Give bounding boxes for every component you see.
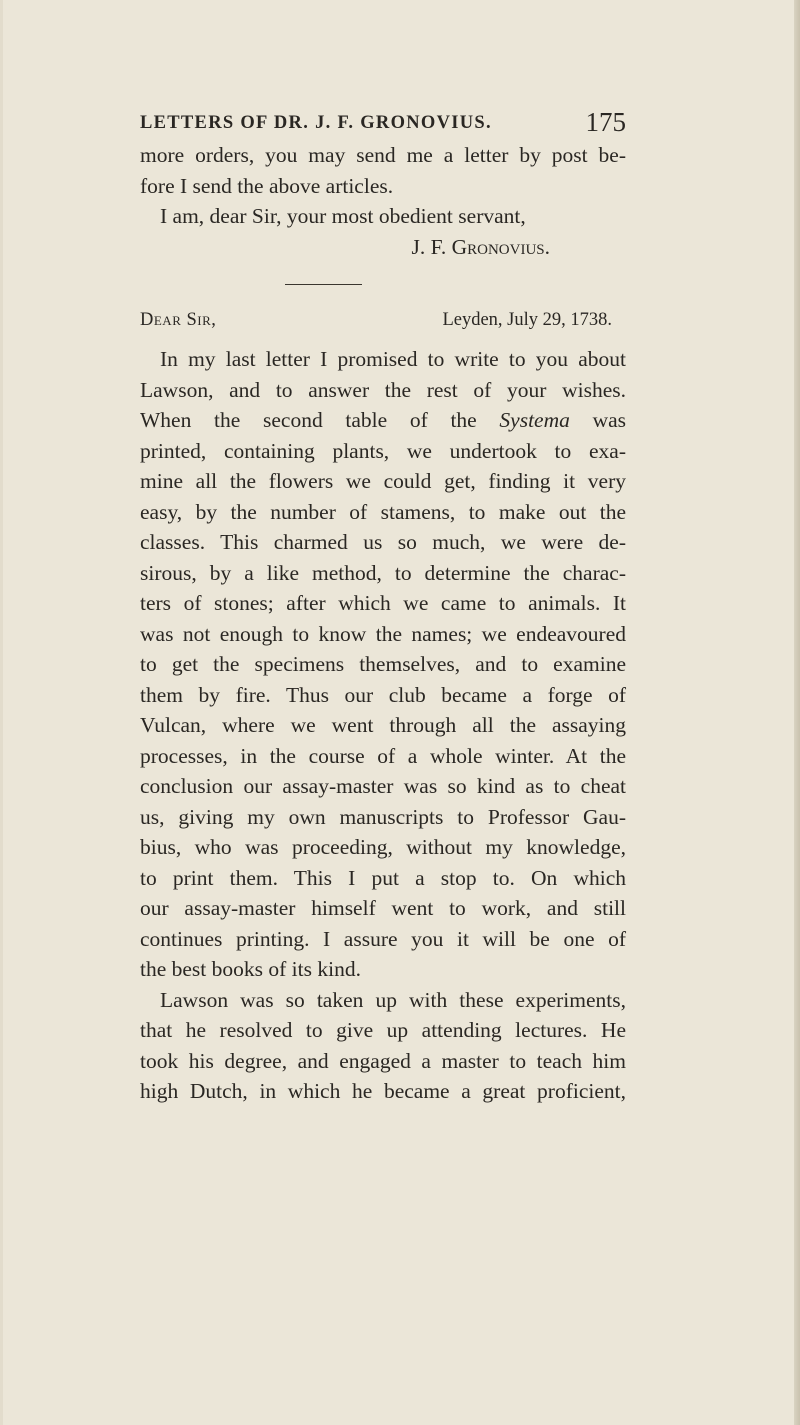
text-line: classes. This charmed us so much, we were de- [140,530,626,554]
text-line: Lawson was so taken up with these experiments, [160,987,626,1012]
text-line: that he resolved to give up attending lectures. He [140,1018,626,1042]
page-edge-left [0,0,3,1425]
page-edge-right [794,0,800,1425]
page-number: 175 [585,107,626,137]
section-divider [140,262,626,306]
letter-heading [140,306,626,344]
running-head [140,107,626,137]
running-title: LETTERS OF DR. J. F. GRONOVIUS. [140,113,492,133]
text-line: fore I send the above articles. [140,173,394,198]
text-line: the best books of its kind. [140,957,361,981]
paragraph-2 [140,985,626,1107]
divider-rule [285,284,362,285]
text-line: to print them. This I put a stop to. On which [140,865,626,890]
text-line: our assay-master himself went to work, and still [140,896,626,920]
signature [140,232,626,263]
text-line: printed, containing plants, we undertook to exa- [140,438,626,463]
text-line: was not enough to know the names; we endeavoured [140,621,626,646]
signature-text: J. F. Gronovius. [411,234,550,259]
text-line: conclusion our assay-master was so kind as to cheat [140,774,626,798]
text-line: Lawson, and to answer the rest of your wishes. [140,377,626,402]
text-line: them by fire. Thus our club became a forge of [140,682,626,707]
italic-title: Systema [499,408,570,432]
text-line [140,405,626,436]
text-line: bius, who was proceeding, without my knowledge, [140,835,626,859]
page-body [140,140,626,1107]
text-line: took his degree, and engaged a master to teach him [140,1048,626,1073]
text-line: In my last letter I promised to write to you about [160,347,626,371]
text-line: to get the specimens themselves, and to examine [140,652,626,676]
salutation: Dear Sir, [140,310,217,330]
closing-line: I am, dear Sir, your most obedient servant, [160,204,526,228]
text-line: mine all the flowers we could get, finding it very [140,469,626,493]
text-line: sirous, by a like method, to determine the charac- [140,560,626,585]
text-line: high Dutch, in which he became a great proficient, [140,1079,626,1103]
text-run: When the second table of the [140,408,500,432]
dateline: Leyden, July 29, 1738. [442,310,612,330]
text-line: us, giving my own manuscripts to Professor Gau- [140,804,626,829]
text-line: more orders, you may send me a letter by post be- [140,143,626,167]
text-line: continues printing. I assure you it will be one of [140,926,626,951]
text-line: Vulcan, where we went through all the assaying [140,713,626,737]
text-line: easy, by the number of stamens, to make out the [140,499,626,524]
text-line: processes, in the course of a whole winter. At the [140,743,626,768]
paragraph-1 [140,344,626,985]
text-line: ters of stones; after which we came to animals. It [140,591,626,615]
text-run: was [569,408,627,432]
